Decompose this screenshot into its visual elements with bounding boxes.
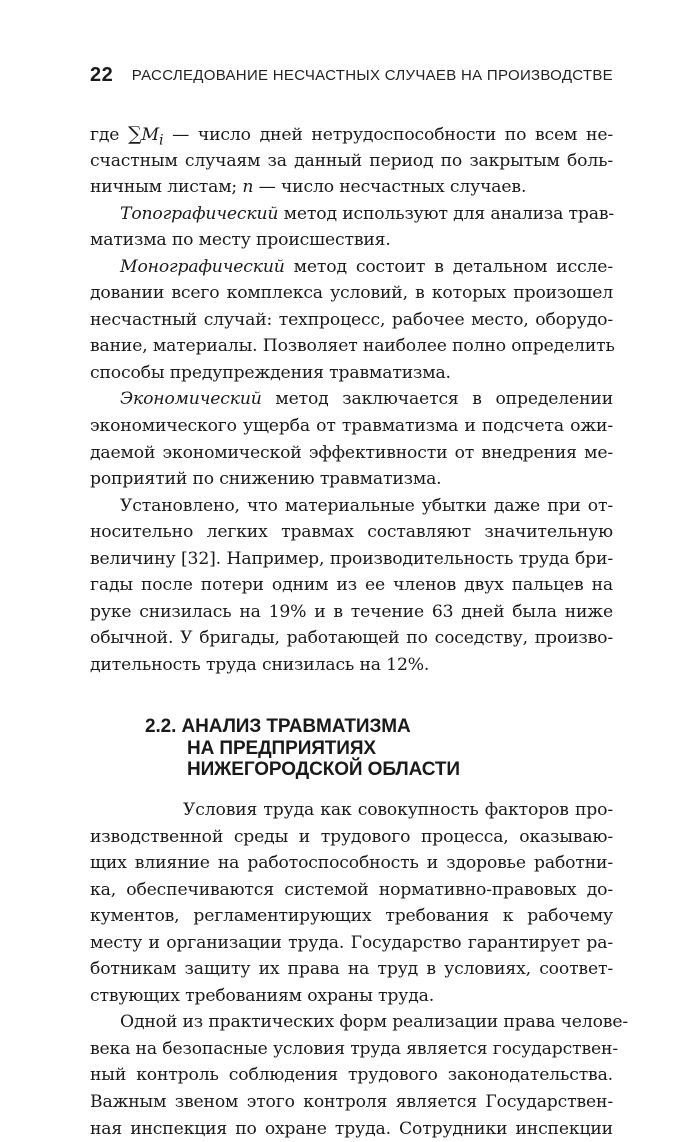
text-line: довании всего комплекса условий, в которых произошел — [90, 283, 613, 304]
text-line: щих влияние на работоспособность и здоровье работни- — [90, 853, 613, 874]
running-title: РАССЛЕДОВАНИЕ НЕСЧАСТНЫХ СЛУЧАЕВ НА ПРОИЗВОДСТВЕ — [131, 66, 613, 84]
paragraph-working-conditions — [90, 797, 613, 1009]
page-number: 22 — [90, 63, 114, 86]
text-line: ствующих требованиям охраны труда. — [90, 985, 435, 1006]
text-line: века на безопасные условия труда является государствен- — [90, 1038, 618, 1059]
text-line: кументов, регламентирующих требования к рабочему — [90, 906, 613, 927]
text-line: где $\sum M_i$ — число дней нетрудоспособности по всем не- — [90, 123, 613, 149]
page-body — [90, 121, 628, 1142]
emphasis-term: Монографический — [120, 256, 285, 277]
text-line: Монографический метод состоит в детальном иссле- — [120, 256, 613, 277]
heading-line: НА ПРЕДПРИЯТИЯХ — [187, 737, 376, 759]
formula-variable: M — [141, 125, 159, 145]
section-gap — [90, 678, 613, 716]
text-line: обычной. У бригады, работающей по соседству, произво- — [90, 628, 613, 649]
text-line: Одной из практических форм реализации права челове- — [120, 1012, 628, 1033]
text-line: ная инспекция по охране труда. Сотрудники инспекции — [90, 1118, 613, 1139]
paragraph-monographic-method — [90, 254, 613, 387]
text-line: ка, обеспечиваются системой нормативно-правовых до- — [90, 879, 613, 900]
paragraph-state-control — [90, 1009, 628, 1142]
text-line: величину [32]. Например, производительность труда бри- — [90, 548, 613, 569]
emphasis-term: Топографический — [120, 203, 279, 224]
text-line: даемой экономической эффективности от внедрения ме- — [90, 442, 613, 463]
text-line: дительность труда снизилась на 12%. — [90, 654, 430, 675]
text-line: руке снизилась на 19% и в течение 63 дней была ниже — [90, 601, 613, 622]
paragraph-formula-definition — [90, 121, 613, 201]
text-line: роприятий по снижению травматизма. — [90, 469, 442, 490]
text-line: счастным случаям за данный период по закрытым боль- — [90, 150, 613, 171]
text-line: носительно легких травмах составляют значительную — [90, 522, 613, 543]
text-line: экономического ущерба от травматизма и подсчета ожи- — [90, 416, 613, 437]
page-header — [90, 62, 613, 88]
paragraph-topographic-method — [90, 201, 613, 254]
text-line: вание, материалы. Позволяет наиболее полно определить — [90, 336, 615, 357]
paragraph-material-losses — [90, 493, 613, 679]
heading-line: 2.2. АНАЛИЗ ТРАВМАТИЗМА — [145, 716, 411, 738]
text-line: несчастный случай: техпроцесс, рабочее место, оборудо- — [90, 309, 613, 330]
text-line: Топографический метод используют для анализа трав- — [120, 203, 615, 224]
text-line: ботникам защиту их права на труд в условиях, соответ- — [90, 959, 613, 980]
text-line: ный контроль соблюдения трудового законодательства. — [90, 1065, 613, 1086]
text-line: ничным листам; n — число несчастных случаев. — [90, 177, 527, 198]
text-line: способы предупреждения травматизма. — [90, 362, 451, 383]
paragraph-economic-method — [90, 386, 613, 492]
emphasis-term: Экономический — [120, 389, 262, 410]
text-line: Условия труда как совокупность факторов про- — [183, 799, 613, 820]
text-line: Экономический метод заключается в определении — [120, 389, 613, 410]
section-heading — [145, 716, 613, 781]
text-line: гады после потери одним из ее членов двух пальцев на — [90, 575, 613, 596]
text-line: месту и организации труда. Государство гарантирует ра- — [90, 932, 613, 953]
heading-line: НИЖЕГОРОДСКОЙ ОБЛАСТИ — [187, 759, 460, 781]
sum-symbol: ∑ — [128, 123, 142, 145]
text-line: матизма по месту происшествия. — [90, 230, 391, 251]
text-line: изводственной среды и трудового процесса, оказываю- — [90, 826, 613, 847]
text-line: Установлено, что материальные убытки даже при от- — [120, 495, 613, 516]
text-line: Важным звеном этого контроля является Государствен- — [90, 1092, 613, 1112]
